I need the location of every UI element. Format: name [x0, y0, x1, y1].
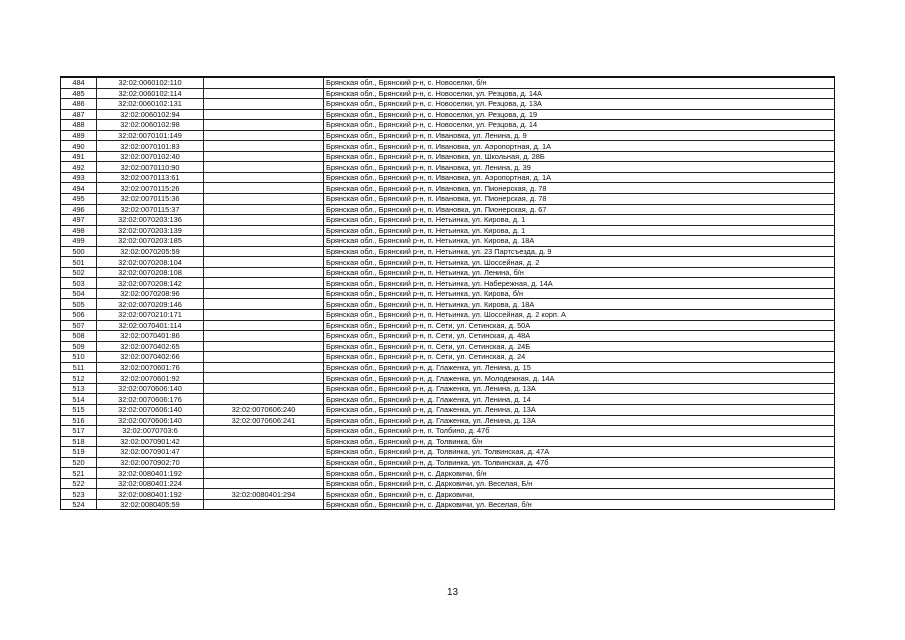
- row-number-cell: 507: [61, 320, 97, 331]
- sub-cadastral-number-cell: [204, 236, 324, 247]
- address-cell: Брянская обл., Брянский р-н, п. Ивановка, ул. Аэропортная, д. 1А: [324, 172, 835, 183]
- sub-cadastral-number-cell: 32:02:0080401:294: [204, 489, 324, 500]
- address-cell: Брянская обл., Брянский р-н, п. Нетьинка, ул. Кирова, д. 1: [324, 225, 835, 236]
- cadastral-number-cell: 32:02:0070402:66: [97, 352, 204, 363]
- row-number-cell: 494: [61, 183, 97, 194]
- table-row: [61, 99, 835, 110]
- address-cell: Брянская обл., Брянский р-н, п. Нетьинка, ул. Набережная, д. 14А: [324, 278, 835, 289]
- row-number-cell: 485: [61, 88, 97, 99]
- cadastral-number-cell: 32:02:0070102:40: [97, 151, 204, 162]
- table-row: [61, 341, 835, 352]
- sub-cadastral-number-cell: [204, 257, 324, 268]
- row-number-cell: 508: [61, 331, 97, 342]
- row-number-cell: 501: [61, 257, 97, 268]
- address-cell: Брянская обл., Брянский р-н, п. Нетьинка, ул. Шоссейная, д. 2 корп. А: [324, 310, 835, 321]
- table-row: [61, 331, 835, 342]
- cadastral-number-cell: 32:02:0070606:140: [97, 383, 204, 394]
- table-row: [61, 204, 835, 215]
- table-row: [61, 468, 835, 479]
- row-number-cell: 497: [61, 215, 97, 226]
- table-row: [61, 288, 835, 299]
- table-row: [61, 320, 835, 331]
- cadastral-number-cell: 32:02:0070606:176: [97, 394, 204, 405]
- table-row: [61, 183, 835, 194]
- cadastral-number-cell: 32:02:0060102:110: [97, 77, 204, 88]
- address-cell: Брянская обл., Брянский р-н, с. Новоселки, ул. Резцова, д. 19: [324, 109, 835, 120]
- table-row: [61, 257, 835, 268]
- sub-cadastral-number-cell: [204, 109, 324, 120]
- row-number-cell: 486: [61, 99, 97, 110]
- address-cell: Брянская обл., Брянский р-н, д. Глаженка, ул. Ленина, д. 14: [324, 394, 835, 405]
- cadastral-number-cell: 32:02:0070901:42: [97, 436, 204, 447]
- cadastral-number-cell: 32:02:0070203:136: [97, 215, 204, 226]
- address-cell: Брянская обл., Брянский р-н, п. Сети, ул. Сетинская, д. 24Б: [324, 341, 835, 352]
- cadastral-number-cell: 32:02:0070208:108: [97, 267, 204, 278]
- row-number-cell: 505: [61, 299, 97, 310]
- cadastral-number-cell: 32:02:0070115:37: [97, 204, 204, 215]
- table-row: [61, 383, 835, 394]
- row-number-cell: 492: [61, 162, 97, 173]
- row-number-cell: 517: [61, 426, 97, 437]
- address-cell: Брянская обл., Брянский р-н, с. Дарковичи, б/н: [324, 468, 835, 479]
- row-number-cell: 516: [61, 415, 97, 426]
- sub-cadastral-number-cell: [204, 141, 324, 152]
- cadastral-number-cell: 32:02:0070401:114: [97, 320, 204, 331]
- table-row: [61, 162, 835, 173]
- sub-cadastral-number-cell: [204, 225, 324, 236]
- sub-cadastral-number-cell: [204, 341, 324, 352]
- row-number-cell: 524: [61, 499, 97, 510]
- address-cell: Брянская обл., Брянский р-н, п. Нетьинка, ул. Ленина, б/н: [324, 267, 835, 278]
- table-row: [61, 310, 835, 321]
- address-cell: Брянская обл., Брянский р-н, д. Толвинка, ул. Толвинская, д. 47б: [324, 457, 835, 468]
- row-number-cell: 488: [61, 120, 97, 131]
- cadastral-number-cell: 32:02:0080401:192: [97, 468, 204, 479]
- sub-cadastral-number-cell: [204, 267, 324, 278]
- sub-cadastral-number-cell: 32:02:0070606:240: [204, 404, 324, 415]
- address-cell: Брянская обл., Брянский р-н, д. Глаженка, ул. Ленина, д. 15: [324, 362, 835, 373]
- address-cell: Брянская обл., Брянский р-н, с. Дарковичи, ул. Веселая, б/н: [324, 499, 835, 510]
- sub-cadastral-number-cell: [204, 373, 324, 384]
- row-number-cell: 490: [61, 141, 97, 152]
- row-number-cell: 487: [61, 109, 97, 120]
- sub-cadastral-number-cell: [204, 162, 324, 173]
- row-number-cell: 496: [61, 204, 97, 215]
- sub-cadastral-number-cell: [204, 299, 324, 310]
- cadastral-number-cell: 32:02:0070203:185: [97, 236, 204, 247]
- sub-cadastral-number-cell: 32:02:0070606:241: [204, 415, 324, 426]
- sub-cadastral-number-cell: [204, 331, 324, 342]
- table-row: [61, 394, 835, 405]
- sub-cadastral-number-cell: [204, 457, 324, 468]
- table-row: [61, 299, 835, 310]
- row-number-cell: 495: [61, 194, 97, 205]
- cadastral-number-cell: 32:02:0070115:26: [97, 183, 204, 194]
- cadastral-number-cell: 32:02:0070601:76: [97, 362, 204, 373]
- sub-cadastral-number-cell: [204, 120, 324, 131]
- sub-cadastral-number-cell: [204, 130, 324, 141]
- cadastral-number-cell: 32:02:0070209:146: [97, 299, 204, 310]
- address-cell: Брянская обл., Брянский р-н, п. Ивановка, ул. Пионерская, д. 78: [324, 183, 835, 194]
- row-number-cell: 510: [61, 352, 97, 363]
- row-number-cell: 484: [61, 77, 97, 88]
- row-number-cell: 519: [61, 447, 97, 458]
- address-cell: Брянская обл., Брянский р-н, д. Толвинка, б/н: [324, 436, 835, 447]
- row-number-cell: 499: [61, 236, 97, 247]
- address-cell: Брянская обл., Брянский р-н, с. Дарковичи,: [324, 489, 835, 500]
- address-cell: Брянская обл., Брянский р-н, д. Глаженка, ул. Ленина, д. 13А: [324, 383, 835, 394]
- table-row: [61, 447, 835, 458]
- cadastral-number-cell: 32:02:0060102:114: [97, 88, 204, 99]
- address-cell: Брянская обл., Брянский р-н, д. Глаженка, ул. Ленина, д. 13А: [324, 404, 835, 415]
- sub-cadastral-number-cell: [204, 320, 324, 331]
- cadastral-number-cell: 32:02:0070208:104: [97, 257, 204, 268]
- sub-cadastral-number-cell: [204, 383, 324, 394]
- address-cell: Брянская обл., Брянский р-н, п. Толбино, д. 47б: [324, 426, 835, 437]
- row-number-cell: 504: [61, 288, 97, 299]
- address-cell: Брянская обл., Брянский р-н, д. Глаженка, ул. Ленина, д. 13А: [324, 415, 835, 426]
- address-cell: Брянская обл., Брянский р-н, с. Дарковичи, ул. Веселая, Б/н: [324, 478, 835, 489]
- cadastral-number-cell: 32:02:0070901:47: [97, 447, 204, 458]
- row-number-cell: 489: [61, 130, 97, 141]
- sub-cadastral-number-cell: [204, 310, 324, 321]
- table-row: [61, 130, 835, 141]
- cadastral-number-cell: 32:02:0070205:59: [97, 246, 204, 257]
- table-row: [61, 278, 835, 289]
- cadastral-number-cell: 32:02:0070601:92: [97, 373, 204, 384]
- table-row: [61, 246, 835, 257]
- cadastral-number-cell: 32:02:0070902:70: [97, 457, 204, 468]
- sub-cadastral-number-cell: [204, 183, 324, 194]
- table-row: [61, 362, 835, 373]
- row-number-cell: 498: [61, 225, 97, 236]
- cadastral-number-cell: 32:02:0070606:140: [97, 404, 204, 415]
- sub-cadastral-number-cell: [204, 172, 324, 183]
- row-number-cell: 506: [61, 310, 97, 321]
- row-number-cell: 493: [61, 172, 97, 183]
- cadastral-number-cell: 32:02:0070101:83: [97, 141, 204, 152]
- sub-cadastral-number-cell: [204, 478, 324, 489]
- address-cell: Брянская обл., Брянский р-н, п. Нетьинка, ул. Кирова, б/н: [324, 288, 835, 299]
- table-row: [61, 373, 835, 384]
- table-row: [61, 194, 835, 205]
- address-cell: Брянская обл., Брянский р-н, п. Нетьинка, ул. Кирова, д. 18А: [324, 236, 835, 247]
- row-number-cell: 518: [61, 436, 97, 447]
- row-number-cell: 521: [61, 468, 97, 479]
- address-cell: Брянская обл., Брянский р-н, п. Ивановка, ул. Пионерская, д. 67: [324, 204, 835, 215]
- cadastral-number-cell: 32:02:0070113:61: [97, 172, 204, 183]
- address-cell: Брянская обл., Брянский р-н, д. Толвинка, ул. Толвинская, д. 47А: [324, 447, 835, 458]
- table-row: [61, 489, 835, 500]
- sub-cadastral-number-cell: [204, 499, 324, 510]
- table-row: [61, 457, 835, 468]
- address-cell: Брянская обл., Брянский р-н, д. Глаженка, ул. Молодежная, д. 14А: [324, 373, 835, 384]
- sub-cadastral-number-cell: [204, 426, 324, 437]
- address-cell: Брянская обл., Брянский р-н, п. Ивановка, ул. Ленина, д. 9: [324, 130, 835, 141]
- table-row: [61, 426, 835, 437]
- row-number-cell: 514: [61, 394, 97, 405]
- address-cell: Брянская обл., Брянский р-н, с. Новоселки, ул. Резцова, д. 14А: [324, 88, 835, 99]
- address-cell: Брянская обл., Брянский р-н, с. Новоселки, ул. Резцова, д. 13А: [324, 99, 835, 110]
- address-cell: Брянская обл., Брянский р-н, п. Ивановка, ул. Аэропортная, д. 1А: [324, 141, 835, 152]
- table-row: [61, 88, 835, 99]
- address-cell: Брянская обл., Брянский р-н, п. Сети, ул. Сетинская, д. 48А: [324, 331, 835, 342]
- table-row: [61, 352, 835, 363]
- cadastral-number-cell: 32:02:0060102:94: [97, 109, 204, 120]
- sub-cadastral-number-cell: [204, 394, 324, 405]
- sub-cadastral-number-cell: [204, 362, 324, 373]
- sub-cadastral-number-cell: [204, 468, 324, 479]
- sub-cadastral-number-cell: [204, 151, 324, 162]
- sub-cadastral-number-cell: [204, 447, 324, 458]
- table-row: [61, 415, 835, 426]
- address-cell: Брянская обл., Брянский р-н, п. Нетьинка, ул. 23 Партсъезда, д. 9: [324, 246, 835, 257]
- table-row: [61, 236, 835, 247]
- address-cell: Брянская обл., Брянский р-н, п. Ивановка, ул. Школьная, д. 28Б: [324, 151, 835, 162]
- sub-cadastral-number-cell: [204, 99, 324, 110]
- table-row: [61, 77, 835, 88]
- sub-cadastral-number-cell: [204, 352, 324, 363]
- address-cell: Брянская обл., Брянский р-н, п. Ивановка, ул. Ленина, д. 39: [324, 162, 835, 173]
- cadastral-number-cell: 32:02:0070210:171: [97, 310, 204, 321]
- cadastral-number-cell: 32:02:0080401:192: [97, 489, 204, 500]
- cadastral-number-cell: 32:02:0070208:96: [97, 288, 204, 299]
- cadastral-number-cell: 32:02:0080401:224: [97, 478, 204, 489]
- table-row: [61, 436, 835, 447]
- address-cell: Брянская обл., Брянский р-н, п. Нетьинка, ул. Кирова, д. 1: [324, 215, 835, 226]
- cadastral-number-cell: 32:02:0060102:98: [97, 120, 204, 131]
- cadastral-number-cell: 32:02:0070606:140: [97, 415, 204, 426]
- row-number-cell: 520: [61, 457, 97, 468]
- address-cell: Брянская обл., Брянский р-н, п. Сети, ул. Сетинская, д. 50А: [324, 320, 835, 331]
- row-number-cell: 509: [61, 341, 97, 352]
- row-number-cell: 491: [61, 151, 97, 162]
- sub-cadastral-number-cell: [204, 215, 324, 226]
- table-row: [61, 225, 835, 236]
- address-cell: Брянская обл., Брянский р-н, п. Нетьинка, ул. Кирова, д. 18А: [324, 299, 835, 310]
- address-cell: Брянская обл., Брянский р-н, с. Новоселки, б/н: [324, 77, 835, 88]
- table-row: [61, 404, 835, 415]
- page-number: 13: [446, 587, 459, 598]
- sub-cadastral-number-cell: [204, 204, 324, 215]
- table-row: [61, 215, 835, 226]
- table-row: [61, 120, 835, 131]
- cadastral-number-cell: 32:02:0070203:139: [97, 225, 204, 236]
- address-cell: Брянская обл., Брянский р-н, с. Новоселки, ул. Резцова, д. 14: [324, 120, 835, 131]
- sub-cadastral-number-cell: [204, 77, 324, 88]
- cadastral-number-cell: 32:02:0070703:6: [97, 426, 204, 437]
- table-row: [61, 109, 835, 120]
- table-row: [61, 151, 835, 162]
- row-number-cell: 502: [61, 267, 97, 278]
- address-cell: Брянская обл., Брянский р-н, п. Сети, ул. Сетинская, д. 24: [324, 352, 835, 363]
- sub-cadastral-number-cell: [204, 436, 324, 447]
- table-row: [61, 267, 835, 278]
- cadastral-number-cell: 32:02:0070110:90: [97, 162, 204, 173]
- row-number-cell: 513: [61, 383, 97, 394]
- sub-cadastral-number-cell: [204, 288, 324, 299]
- register-body: [61, 77, 835, 510]
- cadastral-number-cell: 32:02:0070115:36: [97, 194, 204, 205]
- cadastral-number-cell: 32:02:0070402:65: [97, 341, 204, 352]
- row-number-cell: 503: [61, 278, 97, 289]
- row-number-cell: 511: [61, 362, 97, 373]
- row-number-cell: 522: [61, 478, 97, 489]
- table-row: [61, 478, 835, 489]
- cadastral-number-cell: 32:02:0060102:131: [97, 99, 204, 110]
- cadastral-number-cell: 32:02:0070208:142: [97, 278, 204, 289]
- cadastral-number-cell: 32:02:0080405:59: [97, 499, 204, 510]
- sub-cadastral-number-cell: [204, 246, 324, 257]
- row-number-cell: 515: [61, 404, 97, 415]
- sub-cadastral-number-cell: [204, 278, 324, 289]
- sub-cadastral-number-cell: [204, 194, 324, 205]
- cadastral-number-cell: 32:02:0070401:86: [97, 331, 204, 342]
- cadastral-number-cell: 32:02:0070101:149: [97, 130, 204, 141]
- row-number-cell: 523: [61, 489, 97, 500]
- address-cell: Брянская обл., Брянский р-н, п. Нетьинка, ул. Шоссейная, д. 2: [324, 257, 835, 268]
- address-cell: Брянская обл., Брянский р-н, п. Ивановка, ул. Пионерская, д. 78: [324, 194, 835, 205]
- cadastral-register-table: [60, 76, 835, 510]
- sub-cadastral-number-cell: [204, 88, 324, 99]
- table-row: [61, 172, 835, 183]
- table-row: [61, 499, 835, 510]
- row-number-cell: 512: [61, 373, 97, 384]
- table-row: [61, 141, 835, 152]
- row-number-cell: 500: [61, 246, 97, 257]
